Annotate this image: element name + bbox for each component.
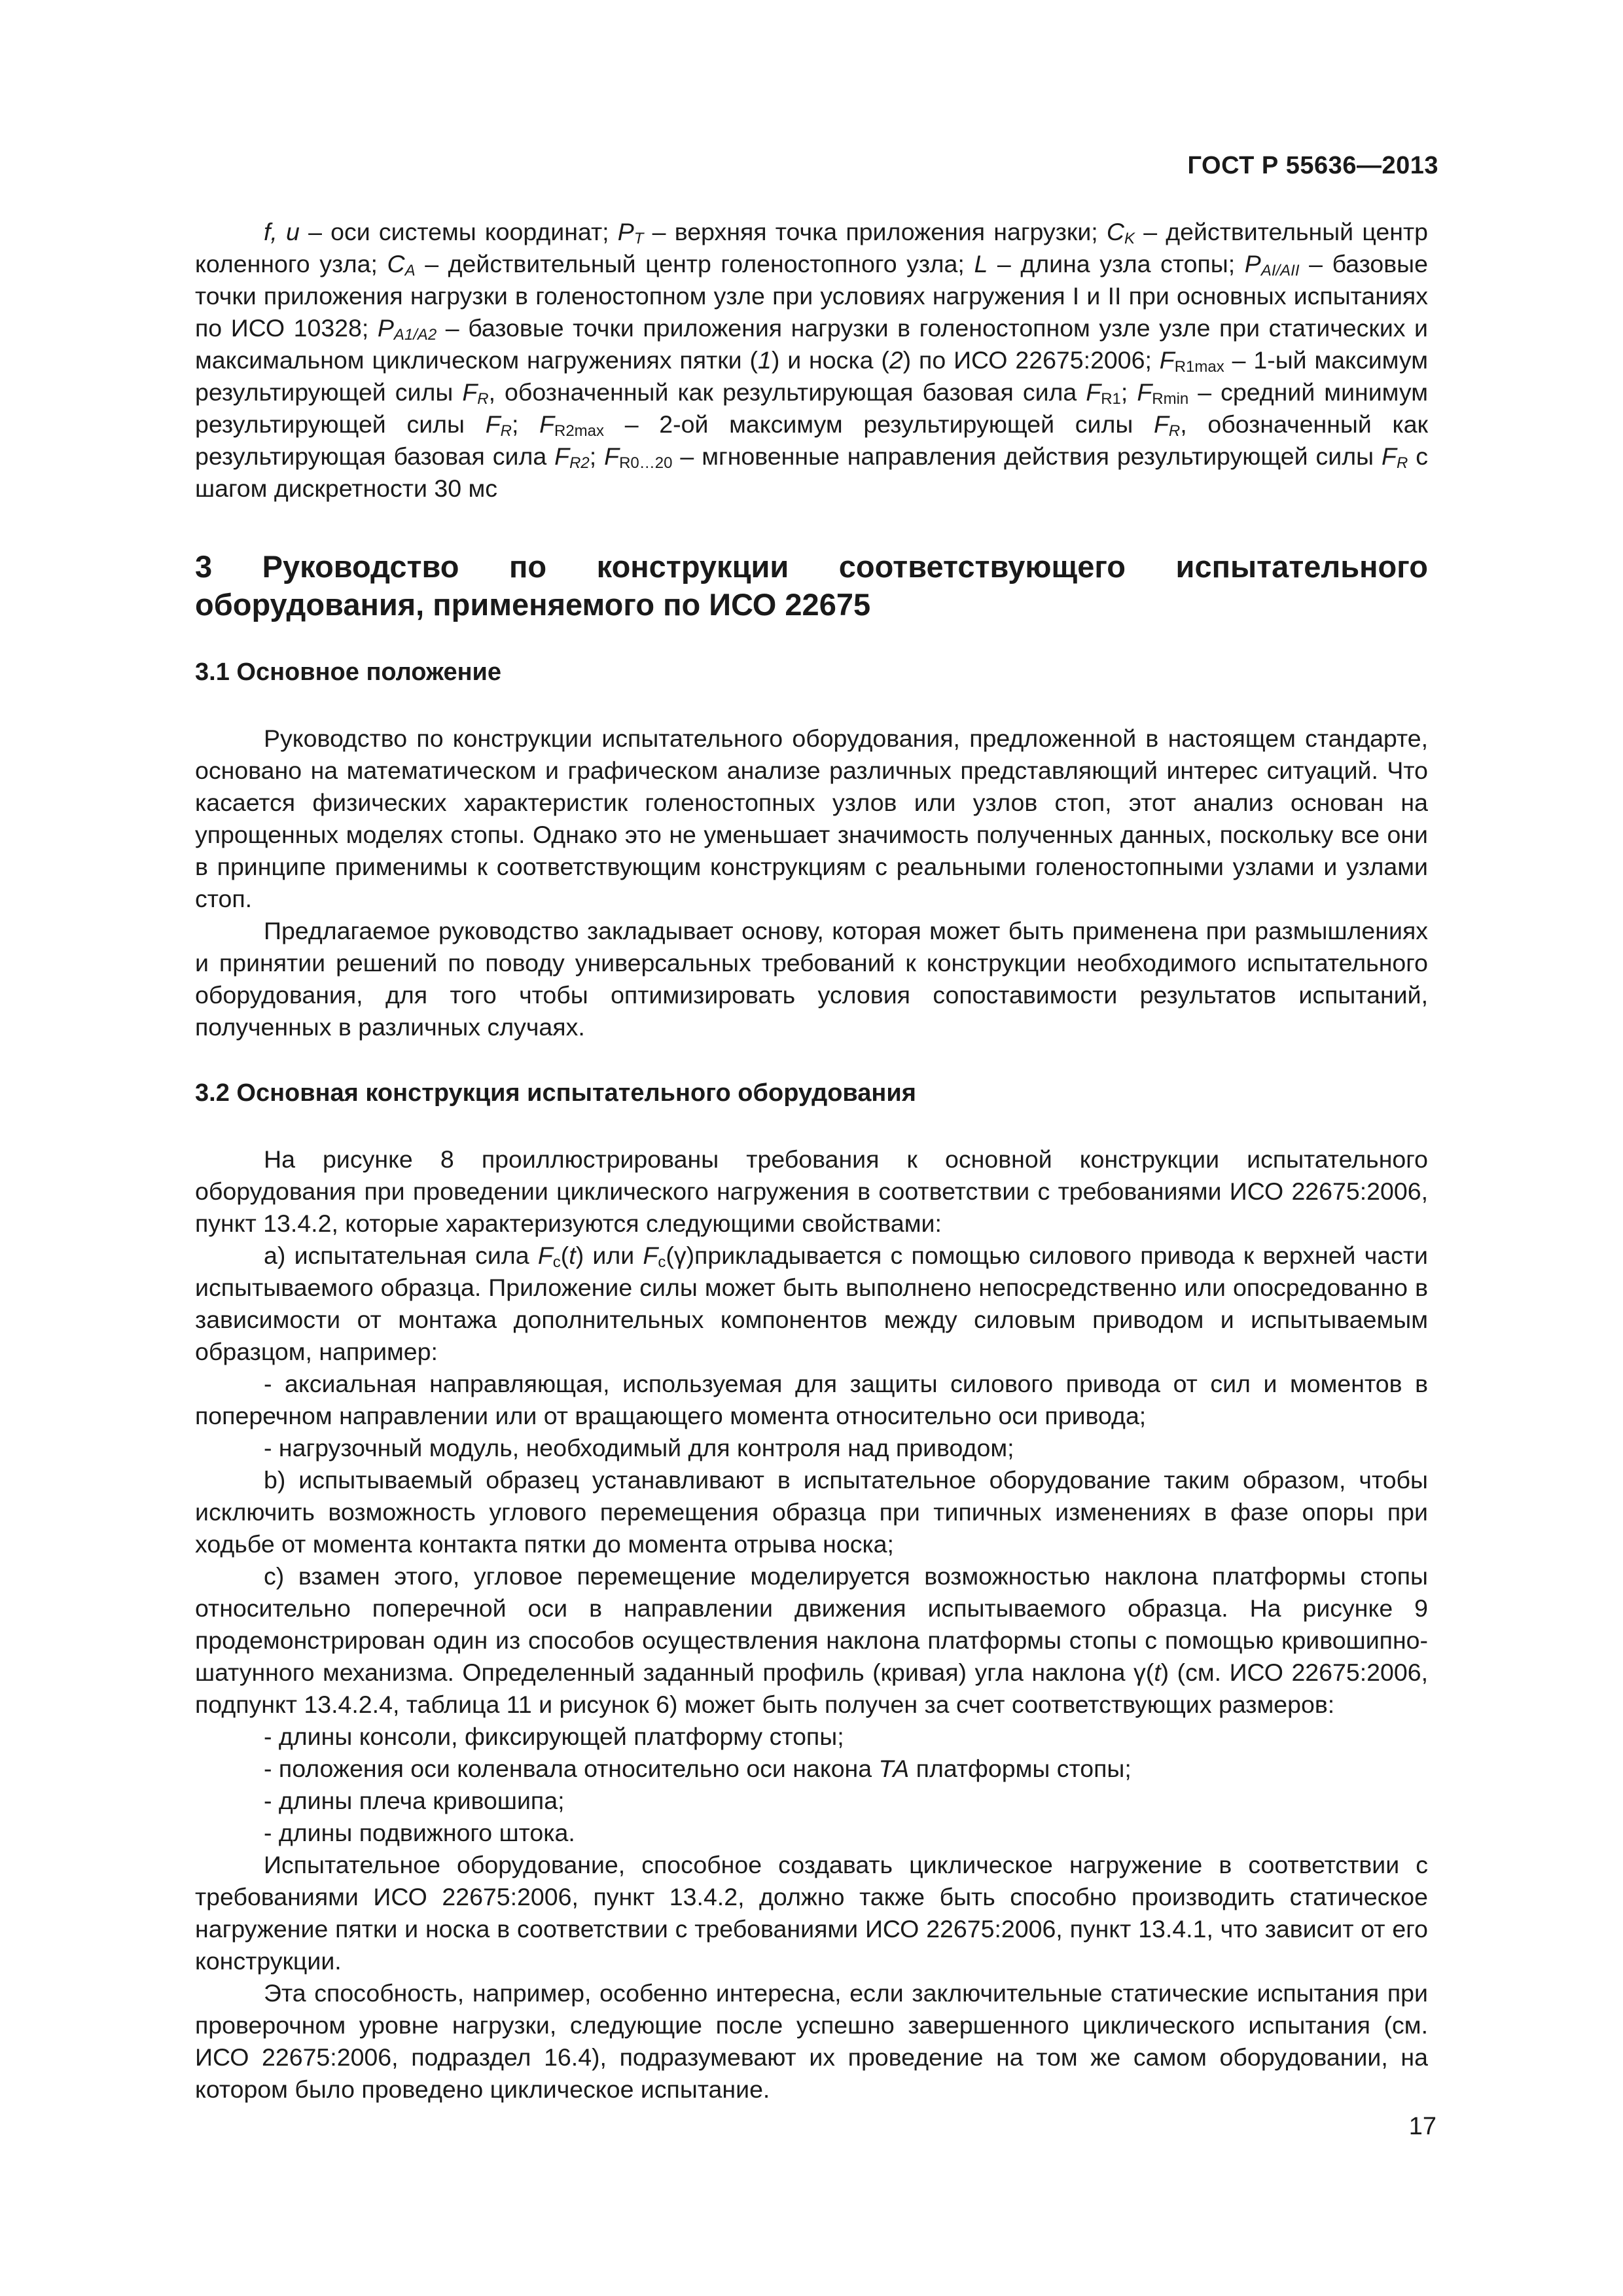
- legend-subscript: R2max: [554, 422, 605, 440]
- legend-subscript-text: R: [1396, 454, 1408, 472]
- legend-term: F: [1137, 378, 1152, 406]
- legend-subscript: [501, 422, 512, 440]
- legend-text: – базовые точки приложения нагрузки в голеностопном узле при условиях нагружения I и II при основных испытаниях по ИСО 10328;: [195, 250, 1428, 342]
- list-item-dash: - длины подвижного штока.: [264, 1819, 575, 1846]
- legend-text: – базовые точки приложения нагрузки в голеностопном узле узле при статических и максимальном циклическом нагружениях пятки (: [195, 314, 1428, 374]
- text-run: ) (см. ИСО 22675:2006, подпункт 13.4.2.4, таблица 11 и рисунок 6) может быть получен за счет соответствующих размеров:: [195, 1659, 1428, 1718]
- paragraph: На рисунке 8 проиллюстрированы требования к основной конструкции испытательного оборудования при проведении циклического нагружения в соответствии с требованиями ИСО 22675:2006, пункт 13.4.2, которые характеризуются следующими свойствами:: [195, 1145, 1428, 1237]
- legend-text: – длина узла стопы;: [988, 250, 1245, 278]
- legend-text: ) по ИСО 22675:2006;: [902, 346, 1160, 374]
- spacer: [195, 1109, 1428, 1143]
- legend-text: , обозначенный как результирующая базовая сила: [488, 378, 1086, 406]
- figure-legend: [195, 216, 1428, 505]
- spacer: [195, 624, 1428, 656]
- legend-term: P: [1244, 250, 1261, 278]
- legend-term: L: [974, 250, 988, 278]
- paragraph: Руководство по конструкции испытательного оборудования, предложенной в настоящем стандарте, основано на математическом и графическом анализе различных представляющий интерес ситуаций. Что касается физических характеристик голеностопных узлов или узлов стоп, этот анализ основан на упрощенных моделях стопы. Однако это не уменьшает значимость полученных данных, поскольку все они в принципе применимы к соответствующим конструкциям с реальными голеностопными узлами и узлами стоп.: [195, 725, 1428, 912]
- heading-word: испытательного: [1175, 549, 1428, 584]
- text-run: а) испытательная сила: [264, 1242, 538, 1269]
- paragraph: Предлагаемое руководство закладывает основу, которая может быть применена при размышлениях и принятии решений по поводу универсальных требований к конструкции необходимого испытательного оборудования, для того чтобы оптимизировать условия сопоставимости результатов испытаний, полученных в различных случаях.: [195, 917, 1428, 1041]
- formula-term: F: [643, 1242, 658, 1269]
- legend-term: f, u: [264, 218, 300, 245]
- list-item-c: [195, 1560, 1428, 1721]
- text-run: - положения оси коленвала относительно оси накона: [264, 1755, 879, 1782]
- section-3-heading-line2: оборудования, применяемого по ИСО 22675: [195, 587, 871, 622]
- legend-term: F: [1086, 378, 1101, 406]
- formula-subscript: c: [658, 1253, 666, 1271]
- legend-term: F: [604, 442, 620, 470]
- formula-term: t: [1154, 1659, 1161, 1686]
- text-run: (γ)прикладывается с помощью силового привода к верхней части испытываемого образца. Приложение силы может быть выполнено непосредственно или опосредованно в зависимости от монтажа дополнительных компонентов между силовым приводом и испытываемым образцом, например:: [195, 1242, 1428, 1365]
- list-item-dash: - аксиальная направляющая, используемая для защиты силового привода от сил и моментов в поперечном направлении или от вращающего момента относительно оси привода;: [195, 1370, 1428, 1429]
- legend-subscript-text: K: [1124, 230, 1135, 247]
- legend-subscript: [569, 454, 590, 472]
- paragraph: Эта способность, например, особенно интересна, если заключительные статические испытания при проверочном уровне нагрузки, следующие после успешно завершенного циклического испытания (см. ИСО 22675:2006, подраздел 16.4), подразумевают их проведение на том же самом оборудовании, на котором было проведено циклическое испытание.: [195, 1979, 1428, 2103]
- legend-term: F: [462, 378, 478, 406]
- legend-text: – действительный центр голеностопного узла;: [415, 250, 974, 278]
- page-number: 17: [1408, 2113, 1436, 2140]
- list-item-dash: [195, 1753, 1428, 1785]
- legend-subscript-text: A1/A2: [393, 326, 437, 344]
- legend-text: ) и носка (: [771, 346, 889, 374]
- legend-subscript-text: T: [633, 230, 644, 247]
- legend-subscript: [1169, 422, 1180, 440]
- legend-term: F: [1382, 442, 1397, 470]
- legend-term: 2: [889, 346, 903, 374]
- list-item-dash: - длины консоли, фиксирующей платформу стопы;: [264, 1723, 844, 1750]
- legend-subscript: Rmin: [1152, 390, 1189, 408]
- formula-subscript: c: [552, 1253, 561, 1271]
- legend-text: , обозначенный как результирующая базовая сила: [195, 410, 1428, 470]
- heading-word: по: [509, 549, 547, 584]
- legend-subscript: R0…20: [619, 454, 673, 472]
- legend-term: P: [617, 218, 634, 245]
- legend-subscript-text: R: [500, 422, 512, 440]
- text-run: платформы стопы;: [909, 1755, 1132, 1782]
- spacer: [195, 1043, 1428, 1077]
- formula-term: F: [537, 1242, 553, 1269]
- legend-text: ;: [1120, 378, 1137, 406]
- legend-text: с шагом дискретности 30 мс: [195, 442, 1429, 502]
- heading-word: соответствующего: [838, 549, 1126, 584]
- spacer: [195, 689, 1428, 723]
- legend-subscript: [634, 230, 644, 247]
- legend-term: F: [1159, 346, 1175, 374]
- heading-word: конструкции: [596, 549, 789, 584]
- legend-subscript: R1max: [1174, 358, 1224, 376]
- legend-text: – 2-ой максимум результирующей силы: [604, 410, 1154, 438]
- legend-subscript: [1124, 230, 1135, 247]
- list-item-dash: - длины плеча кривошипа;: [264, 1787, 565, 1814]
- text-run: (: [560, 1242, 569, 1269]
- legend-text: – 1-ый максимум результирующей силы: [195, 346, 1428, 406]
- legend-subscript: [477, 390, 488, 408]
- list-item-b: b) испытываемый образец устанавливают в испытательное оборудование таким образом, чтобы исключить возможность углового перемещения образца при типичных изменениях в фазе опоры при ходьбе от момента контакта пятки до момента отрыва носка;: [195, 1466, 1428, 1558]
- legend-text: – верхняя точка приложения нагрузки;: [643, 218, 1107, 245]
- formula-term: t: [569, 1242, 576, 1269]
- legend-term: C: [387, 250, 405, 278]
- text-run: ) или: [575, 1242, 643, 1269]
- legend-subscript: [1397, 454, 1408, 472]
- list-item-a: [195, 1240, 1428, 1368]
- legend-term: F: [539, 410, 554, 438]
- legend-term: 1: [757, 346, 772, 374]
- text-run: с) взамен этого, угловое перемещение моделируется возможностью наклона платформы стопы относительно поперечной оси в направлении движения испытываемого образца. На рисунке 9 продемонстрирован один из способов осуществления наклона платформы стопы с помощью кривошипно-шатунного механизма. Определенный заданный профиль (кривая) угла наклона γ(: [195, 1562, 1428, 1686]
- legend-text: – оси системы координат;: [299, 218, 618, 245]
- section-number: 3: [195, 549, 213, 584]
- legend-text: – мгновенные направления действия результирующей силы: [672, 442, 1382, 470]
- legend-term: P: [377, 314, 394, 342]
- legend-subscript-text: AI/AII: [1260, 262, 1300, 279]
- legend-subscript: R1: [1101, 390, 1121, 408]
- legend-text: – средний минимум результирующей силы: [195, 378, 1428, 438]
- subsection-3-1-heading: 3.1 Основное положение: [195, 658, 502, 686]
- legend-subscript-text: A: [404, 262, 416, 279]
- formula-term: ТА: [878, 1755, 910, 1782]
- legend-term: F: [1154, 410, 1169, 438]
- legend-term: C: [1106, 218, 1124, 245]
- legend-subscript-text: R: [477, 390, 489, 408]
- list-item-dash: - нагрузочный модуль, необходимый для контроля над приводом;: [264, 1434, 1014, 1462]
- heading-word: Руководство: [262, 549, 459, 584]
- document-header: ГОСТ Р 55636—2013: [1187, 152, 1438, 179]
- legend-subscript-text: R2: [569, 454, 590, 472]
- legend-text: ;: [511, 410, 540, 438]
- legend-text: – действительный центр коленного узла;: [195, 218, 1428, 278]
- subsection-3-2-heading: 3.2 Основная конструкция испытательного оборудования: [195, 1079, 916, 1107]
- legend-text: ;: [589, 442, 605, 470]
- section-3-heading: [195, 548, 1428, 624]
- legend-subscript: [394, 326, 437, 344]
- legend-subscript: [405, 262, 416, 279]
- legend-term: F: [485, 410, 501, 438]
- legend-subscript-text: R: [1168, 422, 1181, 440]
- legend-subscript: [1261, 262, 1300, 279]
- page-content: [195, 216, 1428, 2106]
- legend-term: F: [554, 442, 570, 470]
- section-3-heading-line1: [195, 548, 1428, 586]
- paragraph: Испытательное оборудование, способное создавать циклическое нагружение в соответствии с требованиями ИСО 22675:2006, пункт 13.4.2, должно также быть способно производить статическое нагружение пятки и носка в соответствии с требованиями ИСО 22675:2006, пункт 13.4.1, что зависит от его конструкции.: [195, 1851, 1428, 1975]
